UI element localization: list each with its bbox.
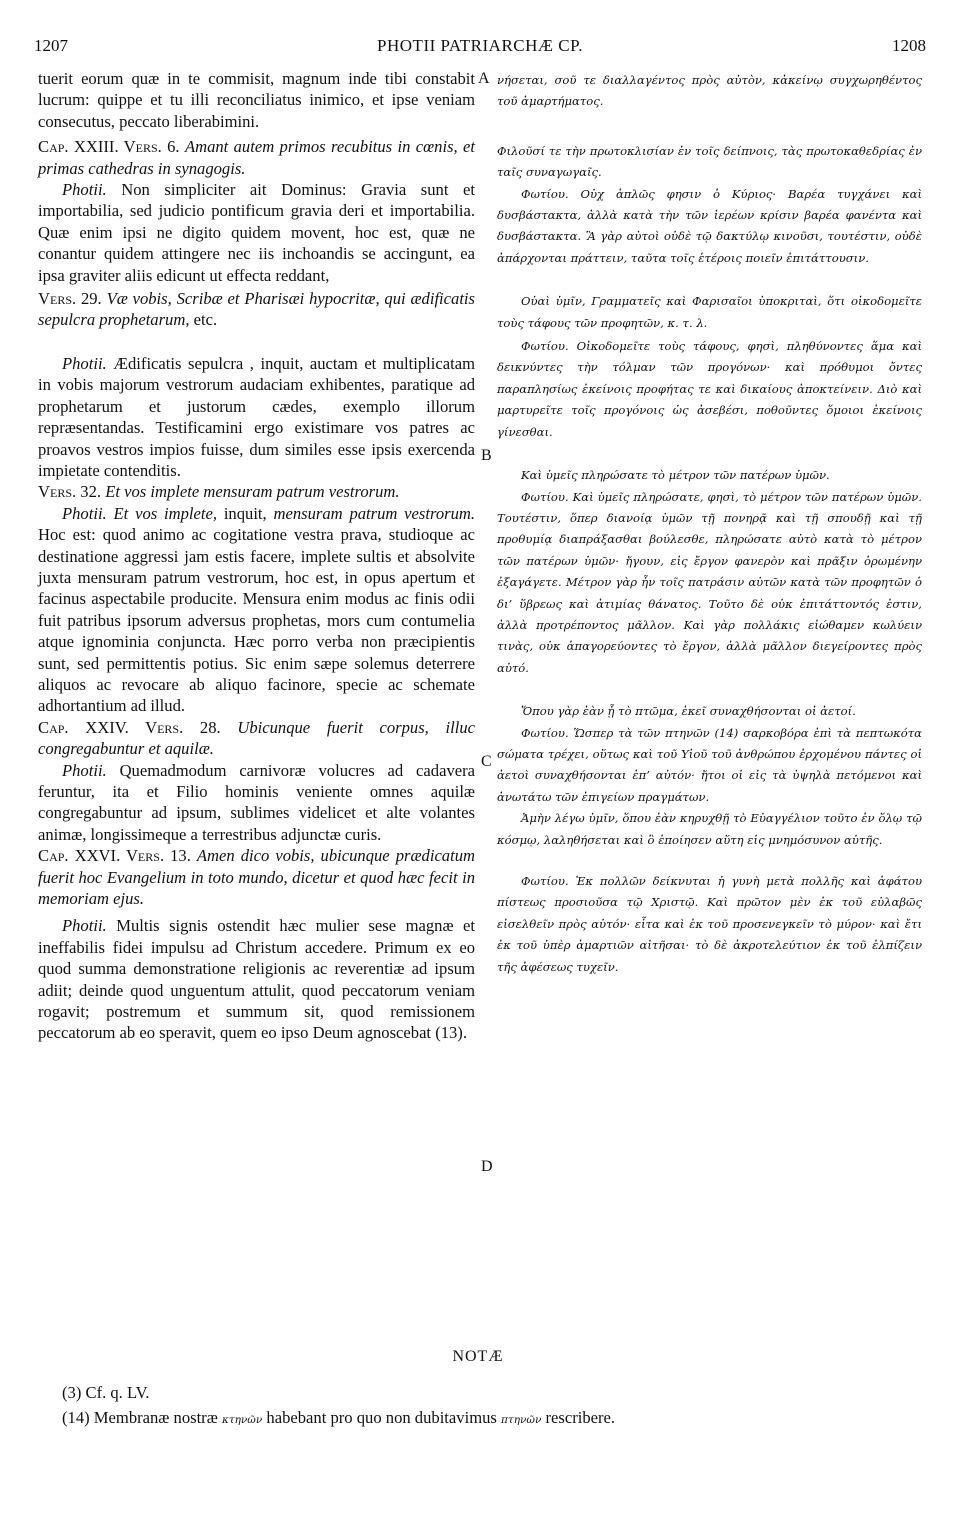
verse-text: Væ vobis, Scribæ et Pharisæi hypocritæ, qui ædificatis sepulcra prophetarum, — [38, 289, 476, 330]
greek-para-4: Φωτίου. Καὶ ὑμεῖς πληρώσατε, φησὶ, τὸ μέτρον τῶν πατέρων ὑμῶν. Τουτέστιν, ὅπερ διανοίᾳ ὑμῶν τῇ πονηρᾷ καὶ τῇ σπουδῇ καὶ τῇ προθυμίᾳ διαπράξασθαι βούλεσθε, πληρώσατε αὐτὸ κατὰ τὸ μέτρον τῶν πατέρων ὑμῶν· ἤγουν, εἰς ἔργον φανερὸν καὶ πρᾶξιν ὁρωμένην ἐξαγάγετε. Μέτρον γὰρ ἦν τοῖς πατράσιν αὐτῶν κατὰ τῶν προφητῶν ὁ δι’ ὕβρεως καὶ ἀτιμίας θάνατος. Τοῦτο δὲ οὐκ ἐπιτάττοντός ἐστιν, ἀλλὰ προτρέποντος μᾶλλον. Καὶ γὰρ πολλάκις εἰώθαμεν κωλύειν τινὰς, οὐκ ἀπαγορεύοντες τὸ ἔργον, ἀλλὰ μᾶλλον διεγείροντες πρὸς αὐτό. — [497, 489, 922, 675]
latin-para-6 — [38, 915, 475, 1043]
margin-marker-b: B — [481, 447, 492, 464]
footnote-3: (3) Cf. q. LV. — [62, 1383, 150, 1402]
commentary-text: Multis signis ostendit hæc mulier sese magnæ et ineffabilis fidei impulsu ad Christum accedere. Primum ex eo quod summa demonstratione religionis ac reverentiæ ad ipsum adiit; deinde quod unguentum attulit, quod peccatorum veniam rogavit; postremum et summum sit, quod remissionem peccatorum ab eo speravit, quem eo ipso Deum agnoscebat (13). — [38, 916, 475, 1043]
verse-text: Amant autem primos recubitus in cœnis, et primas cathedras in synagogis. — [38, 137, 476, 178]
greek-word: πτηνῶν — [501, 1414, 542, 1426]
verse-text: Et vos implete mensuram patrum vestrorum. — [105, 482, 400, 502]
greek-para-3: Φωτίου. Οἰκοδομεῖτε τοὺς τάφους, φησὶ, πληθύνοντες ἅμα καὶ δεικνύντες τὴν τόλμαν τῶν προγόνων· καὶ πρόθυμοι ὄντες παραπλησίως ἐκείνοις προφήτας τε καὶ δικαίους ἀποκτείνειν. Διὸ καὶ μαρτυρεῖτε τοῖς προγόνοις ὡς ἀσεβέσι, ποθοῦντες ὅμοιοι ἐκείνοις γίνεσθαι. — [497, 339, 922, 439]
verse-tail: etc. — [193, 310, 218, 330]
footnote-text: habebant pro quo non dubitavimus — [266, 1408, 497, 1427]
quote-inquit: inquit, — [223, 503, 267, 523]
margin-marker-d: D — [481, 1158, 493, 1175]
greek-verse-4: Ὅπου γὰρ ἐὰν ᾖ τὸ πτῶμα, ἐκεῖ συναχθήσονται οἱ ἀετοί. — [521, 704, 856, 719]
photii-label: Photii. — [62, 353, 107, 373]
greek-column — [497, 70, 922, 978]
verse-reference: Cap. XXIII. Vers. 6. — [38, 137, 180, 157]
verse-text: Amen dico vobis, ubicunque prædicatum fuerit hoc Evangelium in toto mundo, dicetur et quod hæc fecit in memoriam ejus. — [38, 846, 475, 909]
photii-label: Photii. — [62, 916, 107, 936]
greek-verse-2: Οὐαὶ ὑμῖν, Γραμματεῖς καὶ Φαρισαῖοι ὑποκριταὶ, ὅτι οἰκοδομεῖτε τοὺς τάφους τῶν προφητῶν, κ. τ. λ. — [497, 294, 922, 330]
quote-part-1: Et vos implete, — [113, 503, 217, 523]
greek-verse-1: Φιλοῦσί τε τὴν πρωτοκλισίαν ἐν τοῖς δείπνοις, τὰς πρωτοκαθεδρίας ἐν ταῖς συναγωγαῖς. — [497, 143, 922, 180]
latin-para-2 — [38, 179, 475, 286]
running-header — [34, 36, 926, 62]
commentary-text: Non simpliciter ait Dominus: Gravia sunt et importabilia, sed judicio pontificum gravia deri et importabilia. Quæ enim ipsi ne digito quidem movent, hoc est, quæ ne conantur quidem attingere nec iis inchoandis se accingunt, ea ipsa graviter aliis edicunt ut effecta reddant, — [38, 180, 475, 285]
verse-reference: Vers. 32. — [38, 482, 102, 502]
footnote-14 — [62, 1408, 615, 1428]
quote-part-2: mensuram patrum vestrorum. — [273, 503, 476, 523]
greek-para-6: Φωτίου. Ἐκ πολλῶν δείκνυται ἡ γυνὴ μετὰ πολλῆς καὶ ἀφάτου πίστεως προσιοῦσα τῷ Χριστῷ. Καὶ πρῶτον μὲν ἐκ τοῦ εὐλαβῶς εἰσελθεῖν πρὸς αὐτόν· εἶτα καὶ ἐκ τοῦ προσενεγκεῖν τὸ μύρον· καὶ ἔτι ἐκ τοῦ ὑπὲρ ἁμαρτιῶν αἰτῆσαι· τὸ δὲ ἀκροτελεύτιον ἐκ τοῦ ἐλπίζειν τῆς ἀφέσεως τυχεῖν. — [497, 874, 922, 974]
commentary-text: Hoc est: quod animo ac cogitatione vestra prava, studioque ac destinatione aggressi jam estis facere, implete sultis et absolvite juxta mensuram patrum vestrorum, hoc est, in opus apertum et facinus aspectabile producite. Mensura enim modus ac finis odii fuit patribus ipsorum adversus prophetas, mors cum contumelia atque ignominia conjuncta. Hæc porro verba non præcipientis sunt, sed permittentis potius. Sic enim sæpe solemus deterrere aliquos ac revocare ab aliquo facinore, specie ac schemate adhortantium ad illud. — [38, 525, 475, 716]
notes-heading: NOTÆ — [452, 1348, 504, 1365]
latin-para-4 — [38, 503, 475, 717]
greek-para-5: Φωτίου. Ὥσπερ τὰ τῶν πτηνῶν (14) σαρκοβόρα ἐπὶ τὰ πεπτωκότα σώματα τρέχει, οὕτως καὶ τοῦ Υἱοῦ τοῦ ἀνθρώπου ἐρχομένου πάντες οἱ ἀετοὶ συναχθήσονται ἐπ’ αὐτόν· ἤτοι οἱ εἰς τὰ ὑψηλὰ πετόμενοι καὶ ἀνωτάτω τῶν ἐπιγείων πραγμάτων. — [497, 725, 922, 804]
verse-text: Ubicunque fuerit corpus, illuc congregabuntur et aquilæ. — [38, 717, 475, 759]
greek-para-2: Φωτίου. Οὐχ ἁπλῶς φησιν ὁ Κύριος· Βαρέα τυγχάνει καὶ δυσβάστακτα, ἀλλὰ κατὰ τὴν τῶν ἱερέων κρίσιν βαρέα φανέντα καὶ δυσβάστακτα. Ἃ γὰρ αὐτοὶ οὐδὲ τῷ δακτύλῳ κινοῦσι, τουτέστιν, οὐδὲ ἀπάρχονται πράττειν, ταῦτα τοῖς ἑτέροις ποιεῖν ἐπιτάττουσιν. — [497, 186, 922, 265]
footnote-text: rescribere. — [545, 1408, 616, 1427]
latin-verse-3 — [38, 481, 475, 502]
latin-para-3 — [38, 353, 475, 481]
commentary-text: Quemadmodum carnivoræ volucres ad cadavera feruntur, ita et Filio hominis veniente omnes aquilæ congregabuntur ad ipsum, sublimes videlicet et alte volantes animæ, longissimeque a terrestribus adjunctæ curis. — [38, 760, 475, 844]
right-page-number: 1208 — [892, 36, 926, 55]
latin-para-5 — [38, 760, 475, 846]
photii-label: Photii. — [62, 760, 107, 780]
latin-verse-1 — [38, 136, 475, 179]
verse-reference: Cap. XXVI. Vers. 13. — [38, 846, 191, 866]
margin-marker-a: A — [478, 70, 490, 87]
latin-column — [38, 68, 475, 1044]
greek-verse-3: Καὶ ὑμεῖς πληρώσατε τὸ μέτρον τῶν πατέρων ὑμῶν. — [521, 468, 830, 483]
photii-label: Photii. — [62, 180, 107, 200]
latin-verse-2 — [38, 288, 475, 331]
margin-marker-c: C — [481, 753, 492, 770]
photii-label: Photii. — [62, 503, 107, 523]
left-page-number: 1207 — [34, 36, 68, 55]
running-title: PHOTII PATRIARCHÆ CP. — [377, 36, 583, 55]
latin-para-1: tuerit eorum quæ in te commisit, magnum inde tibi constabit lucrum: quippe et tu illi reconciliatus inimico, et ipse veniam consecutus, peccato liberabimini. — [38, 69, 475, 131]
greek-para-1: νήσεται, σοῦ τε διαλλαγέντος πρὸς αὐτὸν, κἀκείνῳ συγχωρηθέντος τοῦ ἁμαρτήματος. — [497, 73, 922, 109]
verse-reference: Vers. 29. — [38, 289, 102, 309]
latin-verse-4 — [38, 717, 475, 760]
commentary-text: Ædificatis sepulcra , inquit, auctam et multiplicatam in vobis majorum vestrorum audaciam exhibentes, paratique ad prophetarum et justorum cædes, exemplo illorum repræsentandas. Testificamini ergo existimare vos patres ac proavos vestros impios fuisse, dum similes esse ipsis exercenda impietate contenditis. — [38, 353, 475, 480]
footnote-text: (14) Membranæ nostræ — [62, 1408, 218, 1427]
latin-verse-5 — [38, 845, 475, 909]
greek-verse-5: Ἀμὴν λέγω ὑμῖν, ὅπου ἐὰν κηρυχθῇ τὸ Εὐαγγέλιον τοῦτο ἐν ὅλῳ τῷ κόσμῳ, λαληθήσεται καὶ ὃ ἐποίησεν αὕτη εἰς μνημόσυνον αὐτῆς. — [497, 811, 922, 847]
verse-reference: Cap. XXIV. Vers. 28. — [38, 717, 221, 737]
greek-word: κτηνῶν — [221, 1414, 263, 1426]
